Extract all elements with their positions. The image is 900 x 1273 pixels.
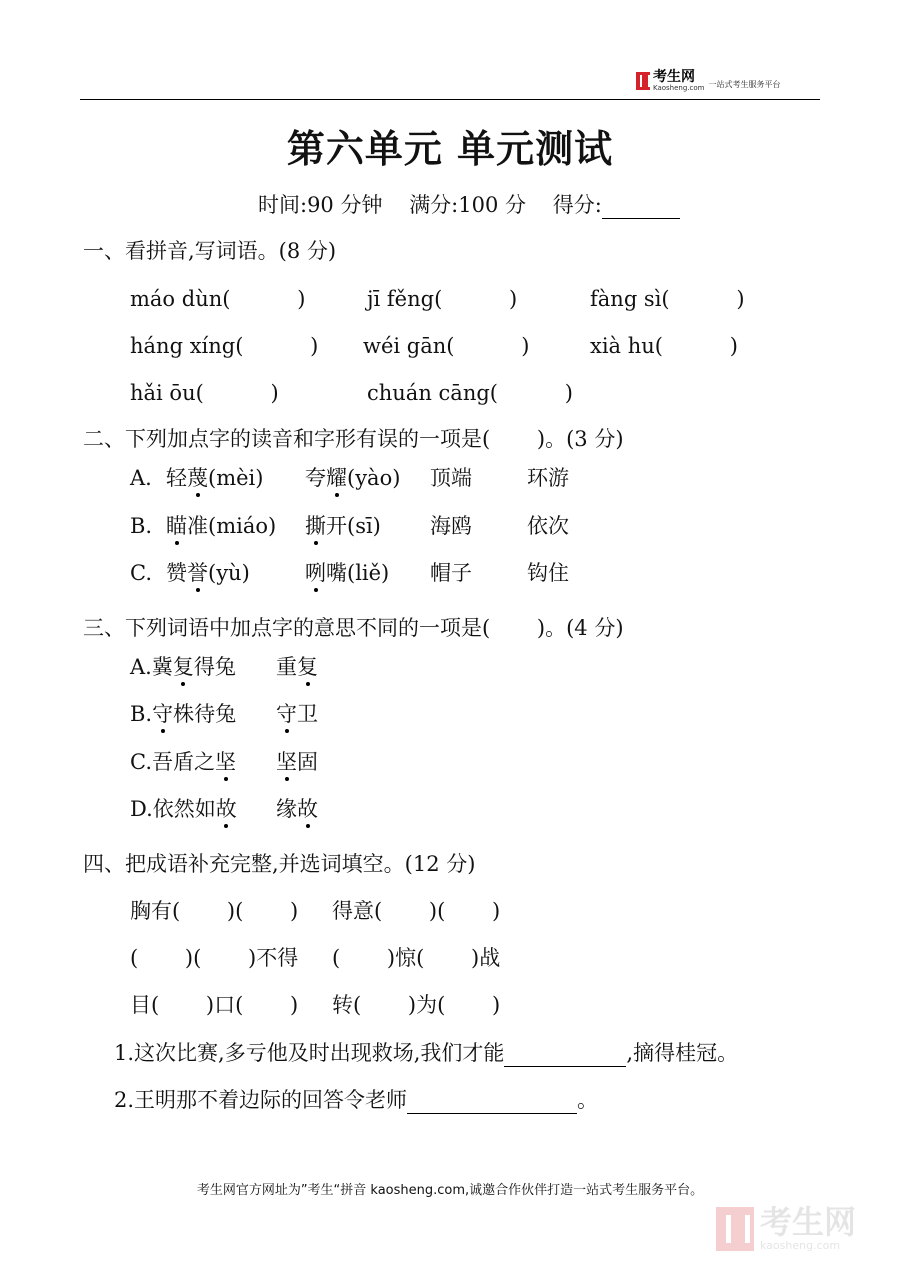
q1-item[interactable]: hǎi ōu( ) [130,381,279,405]
q4-idiom[interactable]: 目( )口( ) [130,993,299,1017]
watermark-domain: kaosheng.com [760,1239,841,1252]
q2-word: 顶端 [430,466,472,490]
watermark-name: 考生网 [760,1203,857,1241]
logo-domain: Kaosheng.com [653,84,705,92]
q1-item[interactable]: chuán cāng( ) [367,381,573,405]
q4-heading: 四、把成语补充完整,并选词填空。(12 分) [83,852,476,876]
logo-name: 考生网 [653,69,695,85]
q4-idiom[interactable]: 得意( )( ) [332,899,501,923]
exam-meta [258,189,680,219]
time-label: 时间:90 分钟 [258,193,383,217]
q4-sentence-2: 2.王明那不着边际的回答令老师 。 [114,1088,599,1112]
score-blank[interactable] [602,196,680,219]
q3-heading: 三、下列词语中加点字的意思不同的一项是( )。(4 分) [83,616,624,640]
footer-text: 考生网官方网址为”考生“拼音 kaosheng.com,诚邀合作伙伴打造一站式考生服务平台。 [196,1183,704,1198]
q2-word: 撕开(sī) [305,514,381,538]
sentence-1-blank[interactable] [504,1042,626,1067]
q3-option-word: 守卫 [276,702,318,726]
q1-item[interactable]: fàng sì( ) [590,287,745,311]
header-rule [80,99,820,100]
q2-heading: 二、下列加点字的读音和字形有误的一项是( )。(3 分) [83,427,624,451]
score-label: 得分: [552,193,602,217]
q1-heading: 一、看拼音,写词语。(8 分) [83,239,337,263]
q2-word: 轻蔑(mèi) [166,466,264,490]
q2-option-label: B. [130,514,153,538]
q3-option: B.守株待兔 [130,702,237,726]
q1-item[interactable]: háng xíng( ) [130,334,319,358]
q3-option-word: 坚固 [276,750,318,774]
q2-option-label: C. [130,561,152,585]
watermark [716,1205,856,1252]
q2-word: 环游 [527,466,569,490]
q2-word: 咧嘴(liě) [305,561,390,585]
header-logo [636,70,781,92]
q3-option-word: 重复 [276,655,318,679]
q4-idiom[interactable]: 胸有( )( ) [130,899,299,923]
full-score-label: 满分:100 分 [409,193,527,217]
q3-option: C.吾盾之坚 [130,750,236,774]
q2-word: 钩住 [527,561,569,585]
q4-idiom[interactable]: 转( )为( ) [332,993,501,1017]
sentence-2-blank[interactable] [407,1089,577,1114]
q2-word: 瞄准(miáo) [166,514,277,538]
q1-item[interactable]: máo dùn( ) [130,287,306,311]
q1-item[interactable]: xià hu( ) [590,334,738,358]
q4-idiom[interactable]: ( )( )不得 [130,946,299,970]
q2-word: 夸耀(yào) [305,466,401,490]
q2-word: 赞誉(yù) [166,561,250,585]
logo-mark-icon [636,72,650,90]
q2-word: 海鸥 [430,514,472,538]
q3-option-word: 缘故 [276,797,318,821]
q1-item[interactable]: wéi gān( ) [363,334,530,358]
q2-word: 帽子 [430,561,472,585]
q2-option-label: A. [130,466,152,490]
watermark-logo-icon [716,1207,754,1251]
q3-option: D.依然如故 [130,797,237,821]
q1-item[interactable]: jī fěng( ) [367,287,518,311]
q2-word: 依次 [527,514,569,538]
q3-option: A.冀复得兔 [130,655,236,679]
logo-slogan: 一站式考生服务平台 [708,79,781,89]
page-title: 第六单元 单元测试 [286,127,614,171]
q4-sentence-1: 1.这次比赛,多亏他及时出现救场,我们才能 ,摘得桂冠。 [114,1041,739,1065]
q4-idiom[interactable]: ( )惊( )战 [332,946,501,970]
